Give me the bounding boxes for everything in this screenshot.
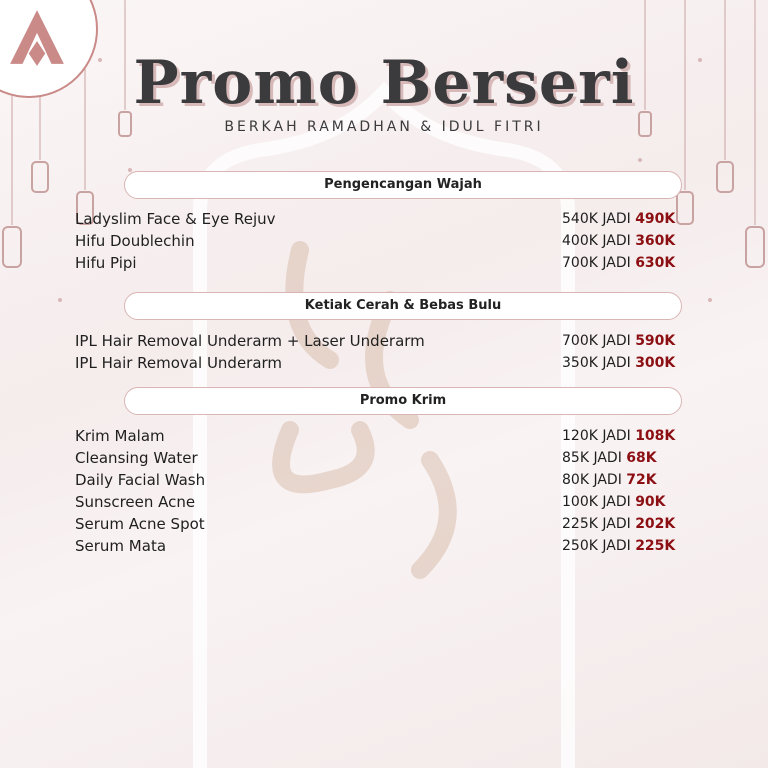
item-name: IPL Hair Removal Underarm: [75, 354, 283, 372]
item-name: Hifu Doublechin: [75, 232, 195, 250]
item-price: 85K JADI 68K: [562, 450, 657, 466]
page-subtitle: BERKAH RAMADHAN & IDUL FITRI: [224, 119, 544, 135]
section-header-promo-krim: Promo Krim: [124, 387, 682, 415]
promo-price: 300K: [635, 355, 676, 371]
item-name: IPL Hair Removal Underarm + Laser Underarm: [75, 332, 425, 350]
promo-price: 360K: [635, 233, 676, 249]
item-name: Ladyslim Face & Eye Rejuv: [75, 210, 276, 228]
list-item: [0, 230, 768, 252]
item-price: 80K JADI 72K: [562, 472, 657, 488]
list-item: [0, 425, 768, 447]
item-price: 225K JADI 202K: [562, 516, 676, 532]
promo-price: 225K: [635, 538, 676, 554]
promo-price: 590K: [635, 333, 676, 349]
promo-price: 72K: [626, 472, 657, 488]
item-price: 400K JADI 360K: [562, 233, 676, 249]
promo-price: 630K: [635, 255, 676, 271]
list-item: [0, 535, 768, 557]
list-item: [0, 513, 768, 535]
item-name: Cleansing Water: [75, 449, 198, 467]
section-list-ketiak-cerah: [0, 330, 768, 374]
section-list-promo-krim: [0, 425, 768, 557]
list-item: [0, 352, 768, 374]
item-price: 100K JADI 90K: [562, 494, 666, 510]
list-item: [0, 252, 768, 274]
page-title: Promo Berseri: [133, 48, 635, 118]
section-header-pengencangan-wajah: Pengencangan Wajah: [124, 171, 682, 199]
promo-price: 68K: [626, 450, 657, 466]
promo-price: 490K: [635, 211, 676, 227]
promo-price: 90K: [635, 494, 666, 510]
section-list-pengencangan-wajah: [0, 208, 768, 274]
item-price: 700K JADI 590K: [562, 333, 676, 349]
promo-price: 108K: [635, 428, 676, 444]
item-name: Daily Facial Wash: [75, 471, 206, 489]
list-item: [0, 491, 768, 513]
item-price: 250K JADI 225K: [562, 538, 676, 554]
item-price: 540K JADI 490K: [562, 211, 676, 227]
item-price: 350K JADI 300K: [562, 355, 676, 371]
item-name: Serum Mata: [75, 537, 167, 555]
item-name: Krim Malam: [75, 427, 165, 445]
list-item: [0, 208, 768, 230]
item-name: Sunscreen Acne: [75, 493, 196, 511]
item-price: 120K JADI 108K: [562, 428, 676, 444]
item-price: 700K JADI 630K: [562, 255, 676, 271]
list-item: [0, 469, 768, 491]
item-name: Hifu Pipi: [75, 254, 137, 272]
list-item: [0, 330, 768, 352]
promo-price: 202K: [635, 516, 676, 532]
item-name: Serum Acne Spot: [75, 515, 205, 533]
section-header-ketiak-cerah: Ketiak Cerah & Bebas Bulu: [124, 292, 682, 320]
list-item: [0, 447, 768, 469]
